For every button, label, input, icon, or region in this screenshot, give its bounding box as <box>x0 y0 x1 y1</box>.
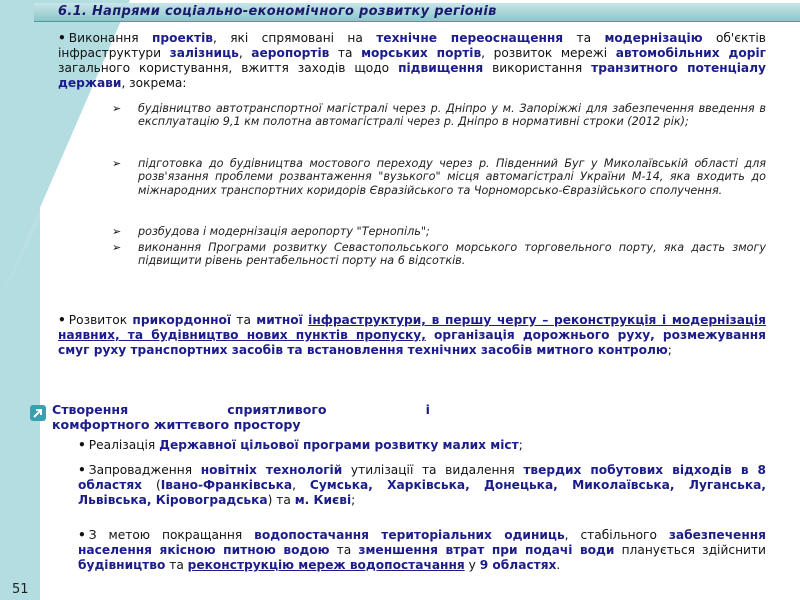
paragraph-water-supply: • З метою покращання водопостачання територіальних одиниць, стабільного забезпечення населення якісною питною водою та зменшення втрат при подачі води планується здійснити будівництво та реконструкцію мереж водопостачання у 9 областях. <box>78 528 766 572</box>
page-title: 6.1. Напрями соціально-економічного розвитку регіонів <box>58 4 497 19</box>
arrow-bullet-icon: ➢ <box>112 157 122 170</box>
bullet-dot: • <box>58 31 66 45</box>
bullet-dot: • <box>78 438 86 452</box>
sub-item-zaporizhzhia: ➢ будівництво автотранспортної магістралі через р. Дніпро у м. Запоріжжі для забезпечення введення в експлуатацію 9,1 км полотна автомагістралі через р. Дніпро в нормативні строки (2012 рік); <box>112 102 766 129</box>
paragraph-border-infrastructure: • Розвиток прикордонної та митної інфраструктури, в першу чергу – реконструкція і модернізація наявних, та будівництво нових пунктів пропуску, організація дорожнього руху, розмежування смуг руху транспортних засобів та встановлення технічних засобів митного контролю; <box>58 313 767 357</box>
sub-item-pivdennyi-buh: ➢ підготовка до будівництва мостового переходу через р. Південний Буг у Миколаївській області для розв'язання проблеми розвантаження "вузького" місця автомагістралі України М-14, яка входить до міжнародних транспортних коридорів Євразійського та Чорноморсько-Євразійського сполучення. <box>112 157 766 197</box>
bullet-dot: • <box>58 313 66 327</box>
paragraph-waste-technologies: • Запровадження новітніх технологій утилізації та видалення твердих побутових відходів в 8 областях (Івано-Франківська, Сумська, Харківська, Донецька, Миколаївська, Луганська, Львівська, Кіровоградська) та м. Києві; <box>78 463 767 507</box>
arrow-circle-icon <box>30 405 46 421</box>
sub-item-sevastopol-port: ➢ виконання Програми розвитку Севастопольського морського торговельного порту, яка дасть змогу підвищити рівень рентабельності порту на 6 відсотків. <box>112 241 766 268</box>
arrow-bullet-icon: ➢ <box>112 225 122 238</box>
title-bar <box>34 3 800 22</box>
arrow-bullet-icon: ➢ <box>112 241 122 254</box>
paragraph-small-towns: • Реалізація Державної цільової програми розвитку малих міст; <box>78 438 523 452</box>
arrow-bullet-icon: ➢ <box>112 102 122 115</box>
section-heading-living-space: Створення сприятливого і комфортного життєвого простору <box>52 402 430 432</box>
bullet-dot: • <box>78 463 86 477</box>
bullet-dot: • <box>78 528 86 542</box>
paragraph-projects: • Виконання проектів, які спрямовані на технічне переоснащення та модернізацію об'єктів інфраструктури залізниць, аеропортів та морських портів, розвиток мережі автомобільних доріг загального користування, вжиття заходів щодо підвищення використання транзитного потенціалу держави, зокрема: <box>58 31 767 90</box>
sub-item-ternopil-airport: ➢ розбудова і модернізація аеропорту "Тернопіль"; <box>112 225 430 238</box>
page-number: 51 <box>12 582 29 597</box>
